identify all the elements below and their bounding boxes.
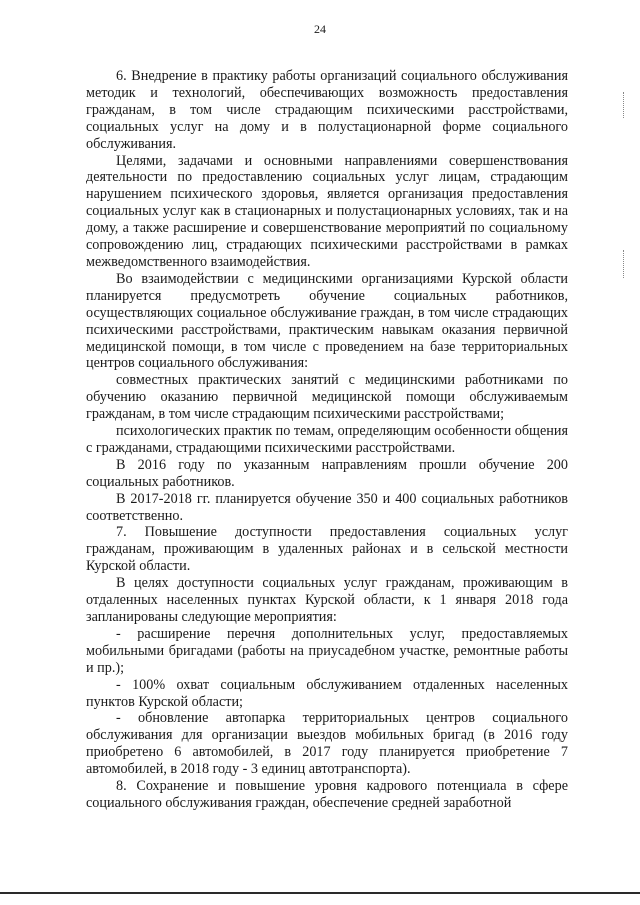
paragraph-item-6: 6. Внедрение в практику работы организаций социального обслуживания методик и технологий, обеспечивающих возможность предоставления гражданам, в том числе страдающим психическими расстройствами, социальных услуг на дому и в полустационарной форме социального обслуживания. — [86, 68, 568, 152]
paragraph-fleet-update: - обновление автопарка территориальных центров социального обслуживания для организации выездов мобильных бригад (в 2016 году приобретено 6 автомобилей, в 2017 году планируется приобретение 7 автомобилей, в 2018 году - 3 единиц автотранспорта). — [86, 710, 568, 778]
scan-margin-mark — [623, 250, 626, 278]
paragraph-item-7: 7. Повышение доступности предоставления социальных услуг гражданам, проживающим в удаленных районах и в сельской местности Курской области. — [86, 524, 568, 575]
paragraph-mobile-teams: - расширение перечня дополнительных услуг, предоставляемых мобильными бригадами (работы на приусадебном участке, ремонтные работы и пр.); — [86, 625, 568, 676]
paragraph-item-8: 8. Сохранение и повышение уровня кадрового потенциала в сфере социального обслуживания граждан, обеспечение средней заработной — [86, 778, 568, 811]
scan-margin-mark — [623, 92, 626, 118]
paragraph-2016-training: В 2016 году по указанным направлениям прошли обучение 200 социальных работников. — [86, 456, 568, 490]
paragraph-2017-2018-training: В 2017-2018 гг. планируется обучение 350 и 400 социальных работников соответственно. — [86, 490, 568, 524]
page-number: 24 — [314, 22, 326, 36]
paragraph-goals: Целями, задачами и основными направлениями совершенствования деятельности по предоставлению социальных услуг лицам, страдающим нарушением психического здоровья, является организация предоставления социальных услуг как в стационарных и полустационарных условиях, так и на дому, а также расширение и совершенствование мероприятий по социальному сопровождению лиц, страдающих психическими расстройствами в рамках межведомственного взаимодействия. — [86, 152, 568, 270]
scan-bottom-edge — [0, 892, 640, 894]
paragraph-psychological-practice: психологических практик по темам, определяющим особенности общения с гражданами, страдающими психическими расстройствами. — [86, 423, 568, 456]
paragraph-full-coverage: - 100% охват социальным обслуживанием отдаленных населенных пунктов Курской области; — [86, 676, 568, 710]
paragraph-medical-cooperation: Во взаимодействии с медицинскими организациями Курской области планируется предусмотреть обучение социальных работников, осуществляющих социальное обслуживание граждан, в том числе страдающих психическими расстройствами, практическим навыкам оказания первичной медицинской помощи, в том числе с проведением на базе территориальных центров социального обслуживания: — [86, 270, 568, 372]
paragraph-accessibility-goals: В целях доступности социальных услуг гражданам, проживающим в отдаленных населенных пунктах Курской области, к 1 января 2018 года запланированы следующие мероприятия: — [86, 575, 568, 625]
paragraph-joint-training: совместных практических занятий с медицинскими работниками по обучению оказанию первичной медицинской помощи обслуживаемым гражданам, в том числе страдающим психическими расстройствами; — [86, 372, 568, 423]
document-body — [86, 68, 568, 812]
